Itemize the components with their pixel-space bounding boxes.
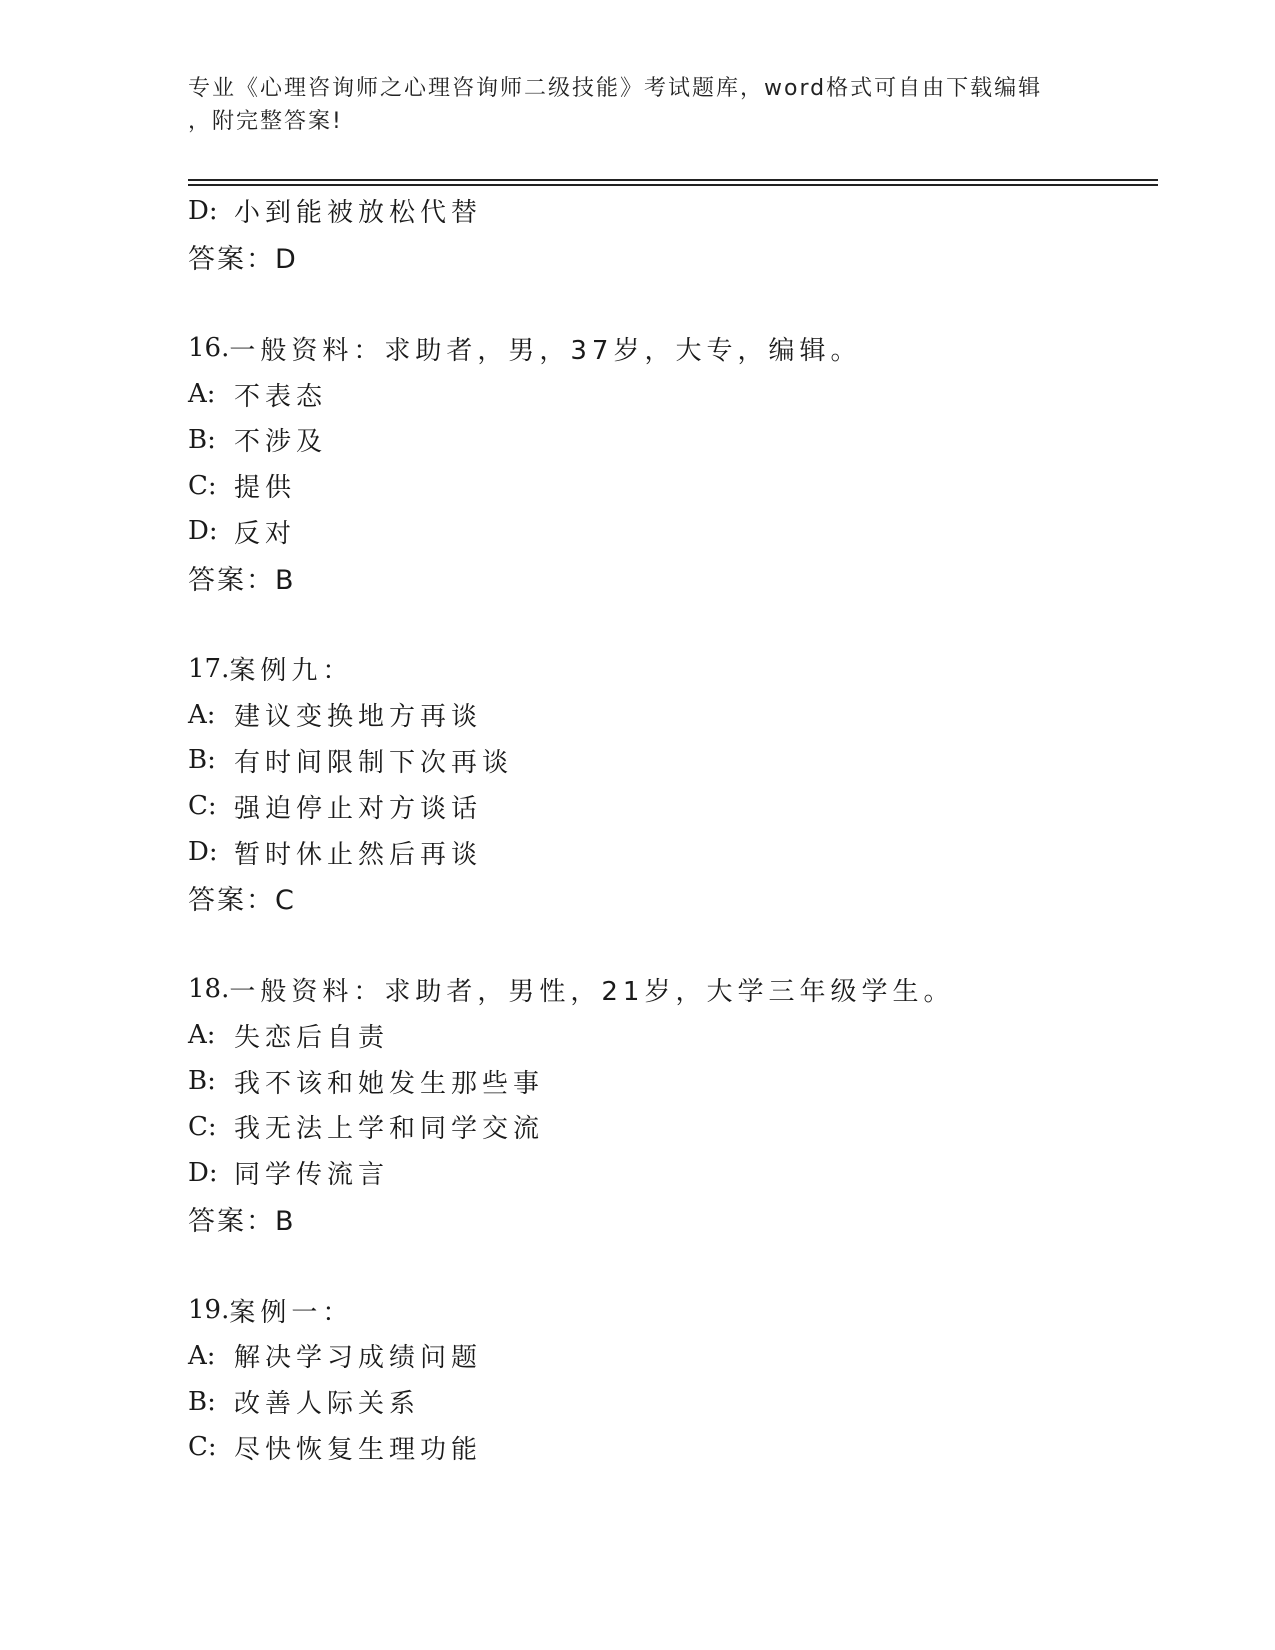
question-line bbox=[188, 1287, 1158, 1333]
option-text: 不表态 bbox=[234, 381, 328, 412]
option-text: 有时间限制下次再谈 bbox=[234, 747, 514, 778]
option-text: 解决学习成绩问题 bbox=[234, 1343, 483, 1374]
option-letter: A: bbox=[188, 1340, 216, 1371]
option-line bbox=[188, 1425, 1158, 1471]
option-letter: D: bbox=[188, 195, 218, 226]
option-text: 强迫停止对方谈话 bbox=[234, 793, 483, 824]
option-letter: C: bbox=[188, 1432, 217, 1463]
question-text: 一般资料：求助者，男性，21岁，大学三年级学生。 bbox=[229, 976, 955, 1007]
option-text: 小到能被放松代替 bbox=[234, 198, 483, 229]
spacer bbox=[188, 921, 1158, 967]
option-letter: C: bbox=[188, 791, 217, 822]
option-text: 不涉及 bbox=[234, 427, 328, 458]
option-line bbox=[188, 1333, 1158, 1379]
option-letter: A: bbox=[188, 699, 216, 730]
option-line bbox=[188, 1150, 1158, 1196]
option-line bbox=[188, 829, 1158, 875]
option-letter: A: bbox=[188, 1020, 216, 1051]
question-text: 一般资料：求助者，男，37岁，大专，编辑。 bbox=[229, 335, 862, 366]
option-letter: B: bbox=[188, 424, 216, 455]
option-letter: B: bbox=[188, 1386, 216, 1417]
option-letter: C: bbox=[188, 1111, 217, 1142]
option-letter: D: bbox=[188, 837, 218, 868]
question-line bbox=[188, 646, 1158, 692]
header-line-1: 专业《心理咨询师之心理咨询师二级技能》考试题库，word格式可自由下载编辑 bbox=[188, 76, 1043, 101]
option-text: 反对 bbox=[234, 518, 297, 549]
option-line bbox=[188, 738, 1158, 784]
question-text: 案例九： bbox=[229, 656, 354, 687]
option-text: 改善人际关系 bbox=[234, 1389, 421, 1420]
option-line bbox=[188, 371, 1158, 417]
option-letter: B: bbox=[188, 1066, 216, 1097]
option-line bbox=[188, 1012, 1158, 1058]
question-number: 16. bbox=[188, 333, 230, 364]
option-letter: B: bbox=[188, 745, 216, 776]
option-text: 我不该和她发生那些事 bbox=[234, 1068, 545, 1099]
question-number: 17. bbox=[188, 653, 230, 684]
option-line bbox=[188, 692, 1158, 738]
option-text: 同学传流言 bbox=[234, 1160, 390, 1191]
question-number: 18. bbox=[188, 974, 230, 1005]
header-divider-top bbox=[188, 179, 1158, 181]
question-text: 案例一： bbox=[229, 1297, 354, 1328]
option-text: 提供 bbox=[234, 473, 297, 504]
option-line bbox=[188, 1058, 1158, 1104]
question-list bbox=[188, 188, 1158, 1470]
header-line-2: ，附完整答案! bbox=[188, 109, 343, 134]
option-letter: C: bbox=[188, 470, 217, 501]
option-line bbox=[188, 509, 1158, 555]
option-letter: D: bbox=[188, 516, 218, 547]
option-line bbox=[188, 188, 1158, 234]
option-line bbox=[188, 783, 1158, 829]
answer-line: 答案：B bbox=[188, 564, 296, 596]
answer-line: 答案：C bbox=[188, 885, 296, 917]
spacer bbox=[188, 600, 1158, 646]
option-text: 失恋后自责 bbox=[234, 1022, 390, 1053]
question-line bbox=[188, 967, 1158, 1013]
option-text: 暂时休止然后再谈 bbox=[234, 839, 483, 870]
option-line bbox=[188, 1379, 1158, 1425]
option-text: 我无法上学和同学交流 bbox=[234, 1114, 545, 1145]
answer-line: 答案：B bbox=[188, 1205, 296, 1237]
question-line bbox=[188, 325, 1158, 371]
option-letter: D: bbox=[188, 1157, 218, 1188]
document-header bbox=[188, 72, 1088, 138]
spacer bbox=[188, 1241, 1158, 1287]
option-text: 建议变换地方再谈 bbox=[234, 702, 483, 733]
spacer bbox=[188, 280, 1158, 326]
header-divider-bottom bbox=[188, 184, 1158, 186]
option-text: 尽快恢复生理功能 bbox=[234, 1434, 483, 1465]
option-line bbox=[188, 1104, 1158, 1150]
answer-line: 答案：D bbox=[188, 244, 298, 276]
option-letter: A: bbox=[188, 379, 216, 410]
question-number: 19. bbox=[188, 1295, 230, 1326]
option-line bbox=[188, 463, 1158, 509]
option-line bbox=[188, 417, 1158, 463]
